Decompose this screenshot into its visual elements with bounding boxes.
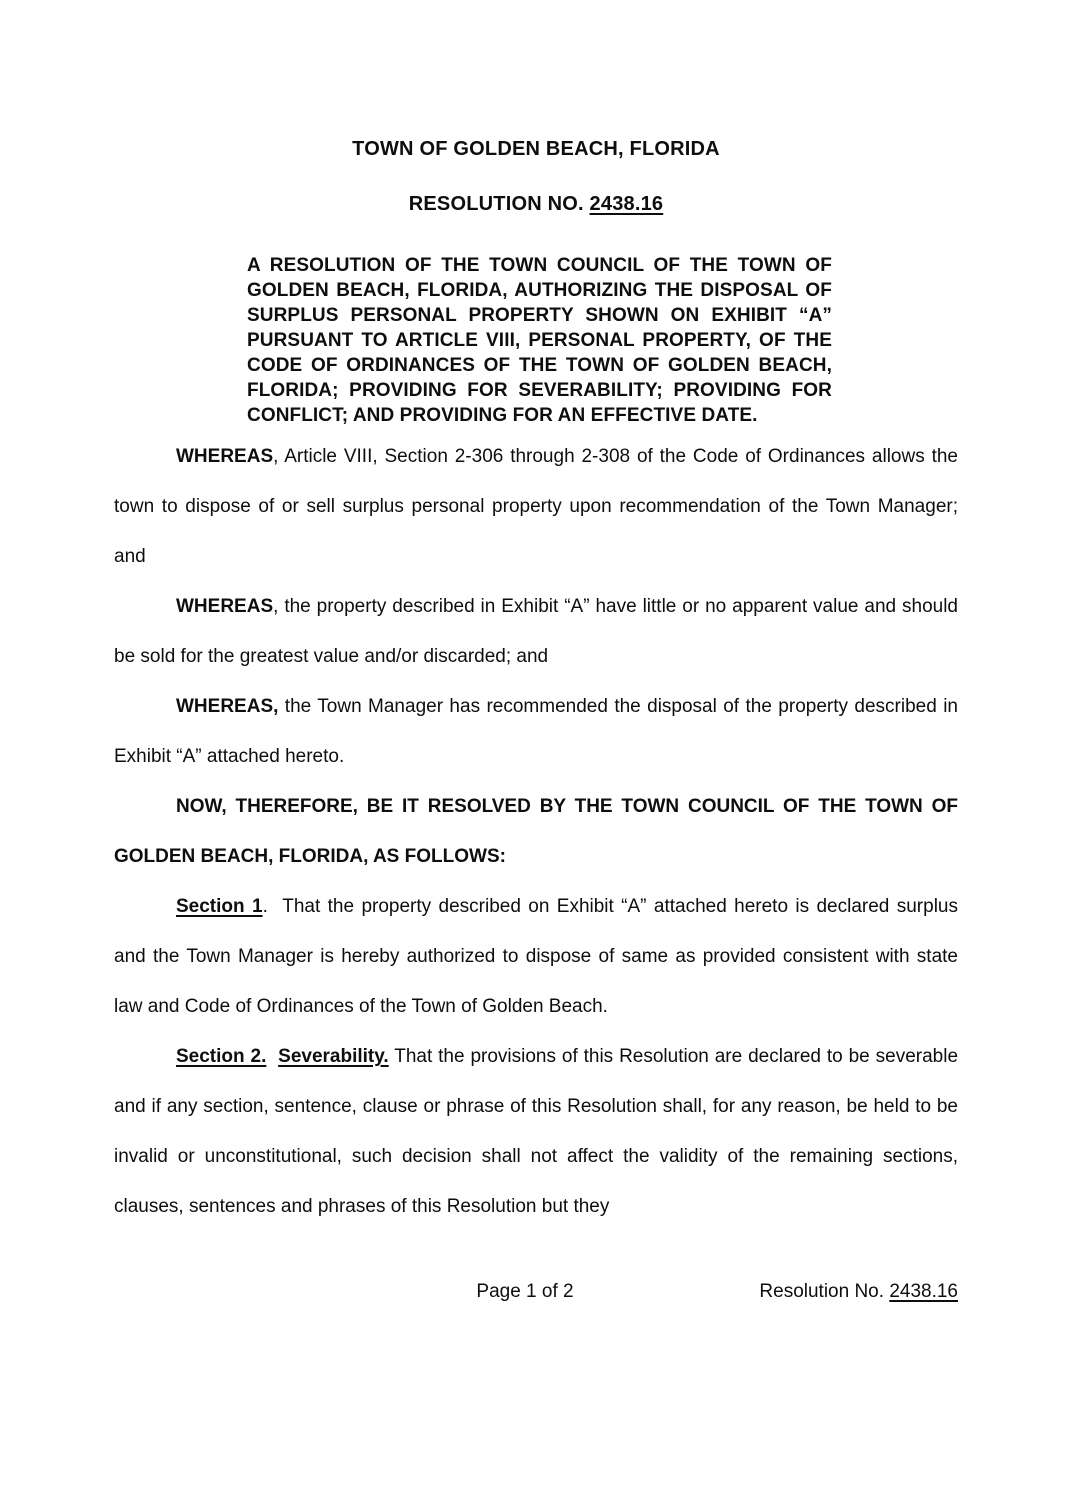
page-indicator: Page 1 of 2 [476,1281,574,1302]
resolution-caption: A RESOLUTION OF THE TOWN COUNCIL OF THE TOWN OF GOLDEN BEACH, FLORIDA, AUTHORIZING THE DISPOSAL OF SURPLUS PERSONAL PROPERTY SHOWN ON EXHIBIT “A” PURSUANT TO ARTICLE VIII, PERSONAL PROPERTY, OF THE CODE OF ORDINANCES OF THE TOWN OF GOLDEN BEACH, FLORIDA; PROVIDING FOR SEVERABILITY; PROVIDING FOR CONFLICT; AND PROVIDING FOR AN EFFECTIVE DATE. [247,255,832,426]
paragraph-segment: NOW, THEREFORE, BE IT RESOLVED BY THE TOWN COUNCIL OF THE TOWN OF GOLDEN BEACH, FLORIDA, AS FOLLOWS: [114,796,958,867]
resolution-heading-number: 2438.16 [589,193,664,215]
paragraph-segment: the Town Manager has recommended the disposal of the property described in Exhibit “A” attached hereto. [114,696,958,767]
resolution-heading-label: RESOLUTION NO. [408,193,584,215]
paragraph-segment: WHEREAS [176,446,274,467]
paragraph-segment: WHEREAS [176,596,274,617]
document-title: TOWN OF GOLDEN BEACH, FLORIDA [352,138,720,160]
paragraph-segment [266,1046,278,1067]
paragraph [114,882,958,1032]
paragraph-segment: , the property described in Exhibit “A” have little or no apparent value and should be sold for the greatest value and/or discarded; and [114,596,958,667]
paragraph-segment: WHEREAS, [176,696,279,717]
page-footer [114,1281,958,1307]
paragraph-segment: Section 2. [176,1046,267,1067]
paragraph-segment: Severability. [278,1046,389,1067]
footer-resolution-label: Resolution No. [759,1281,885,1302]
paragraph-segment: Section 1 [176,896,263,917]
document-body [114,432,958,1232]
paragraph [114,782,958,882]
paragraph [114,682,958,782]
paragraph [114,1032,958,1232]
paragraph-segment: That the provisions of this Resolution are declared to be severable and if any section, sentence, clause or phrase of this Resolution shall, for any reason, be held to be invalid or unconstitutional, such decision shall not affect the validity of the remaining sections, clauses, sentences and phrases of this Resolution but they [114,1046,959,1217]
paragraph-segment: , Article VIII, Section 2-306 through 2-308 of the Code of Ordinances allows the town to dispose of or sell surplus personal property upon recommendation of the Town Manager; and [114,446,958,567]
resolution-heading [114,193,958,216]
paragraph-segment: . That the property described on Exhibit “A” attached hereto is declared surplus and the Town Manager is hereby authorized to dispose of same as provided consistent with state law and Code of Ordinances of the Town of Golden Beach. [114,896,958,1017]
footer-resolution-reference [759,1281,958,1303]
paragraph [114,582,958,682]
footer-resolution-number: 2438.16 [889,1281,958,1302]
paragraph [114,432,958,582]
